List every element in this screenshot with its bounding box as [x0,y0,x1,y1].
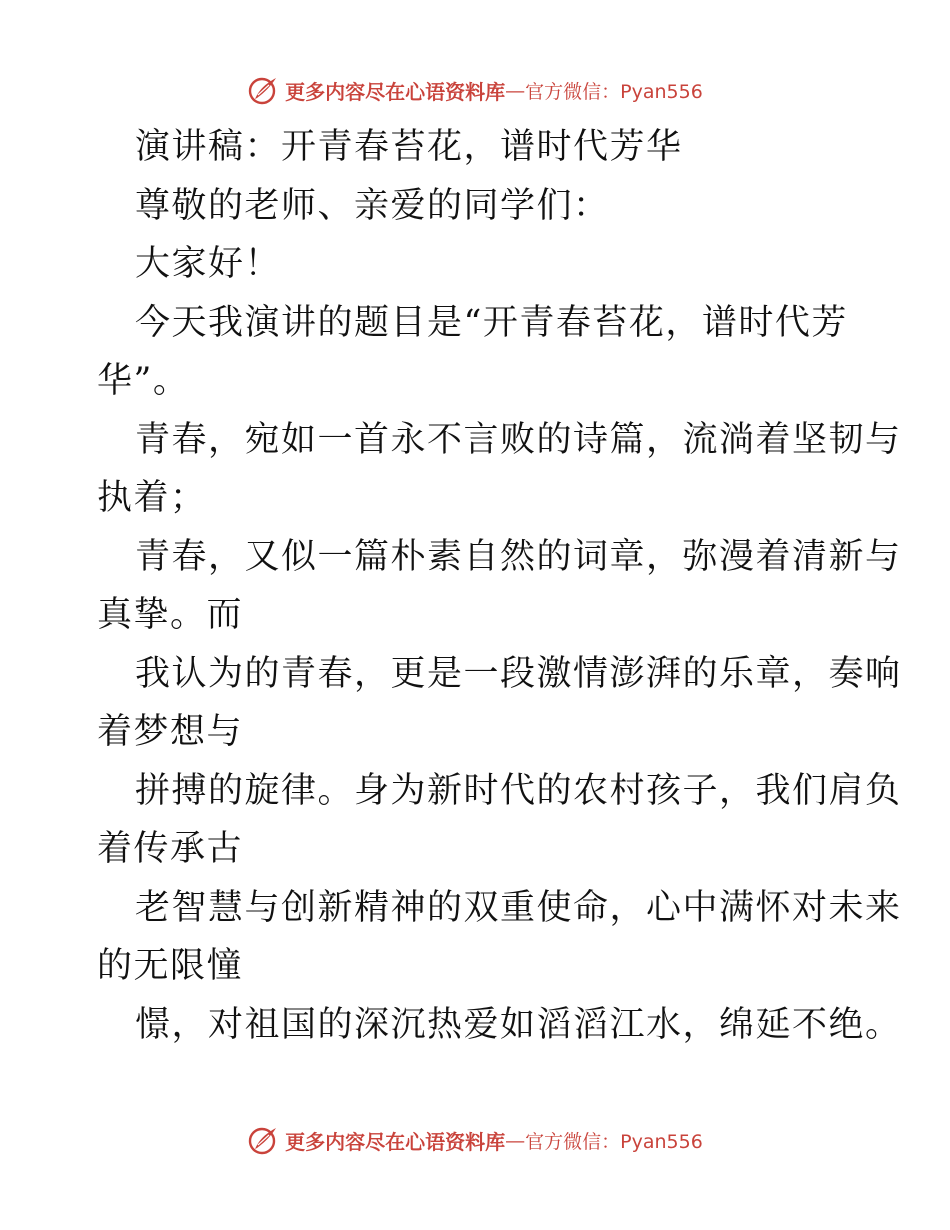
header-promo-text: 更多内容尽在心语资料库 [285,79,506,104]
greeting: 大家好！ [135,244,282,284]
body-line: 青春，宛如一首永不言败的诗篇，流淌着坚韧与 [135,419,902,460]
footer-dash: — [505,1128,526,1152]
quill-pen-logo-icon [247,1124,279,1156]
body-line: 今天我演讲的题目是“开青春苔花，谱时代芳 [135,302,848,343]
quill-pen-logo-icon [247,74,279,106]
body-line: 拼搏的旋律。身为新时代的农村孩子，我们肩负 [135,770,902,811]
body-line: 着传承古 [97,829,244,869]
header-banner [0,70,950,110]
body-line: 华”。 [97,361,190,401]
footer-wechat-text: 官方微信：Pyan556 [525,1130,703,1153]
document-body [0,118,950,1054]
body-line: 老智慧与创新精神的双重使命，心中满怀对未来 [135,887,902,928]
footer-promo-text: 更多内容尽在心语资料库 [285,1129,506,1154]
footer-banner [0,1120,950,1160]
body-line: 青春，又似一篇朴素自然的词章，弥漫着清新与 [135,536,902,577]
body-line: 我认为的青春，更是一段激情澎湃的乐章，奏响 [135,653,902,694]
body-line: 执着； [97,478,207,518]
body-line: 的无限憧 [97,946,244,986]
header-wechat-text: 官方微信：Pyan556 [525,80,703,103]
document-title: 演讲稿：开青春苔花，谱时代芳华 [135,127,683,167]
body-line: 着梦想与 [97,712,244,752]
body-line: 憬，对祖国的深沉热爱如滔滔江水，绵延不绝。 [135,1004,902,1045]
header-dash: — [505,78,526,102]
salutation: 尊敬的老师、亲爱的同学们： [135,185,610,226]
body-line: 真挚。而 [97,595,244,635]
